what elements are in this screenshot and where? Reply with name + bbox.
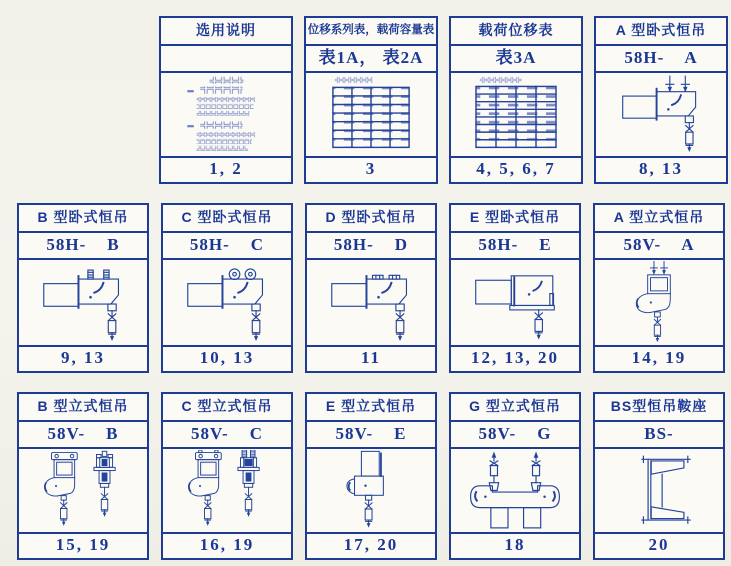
panel-body [306,73,436,156]
panel-code [161,46,291,73]
panel-code: 表3A [451,46,581,73]
panel-code: 58H- E [451,233,579,260]
panel-pages: 18 [451,532,579,558]
panel-code: 58V- G [451,422,579,449]
panel-code: 58V- B [19,422,147,449]
vertical-hanger-b-diagram [40,450,126,531]
vertical-hanger-c-diagram [184,450,270,531]
panel-body [595,260,723,345]
panel-body [596,73,726,156]
panel-saddle-bs [593,392,725,560]
panel-title: C 型卧式恒吊 [163,205,291,233]
horizontal-hanger-d-diagram [321,261,421,344]
notes-text-diagram [170,74,282,155]
panel-code: 58H- A [596,46,726,73]
panel-hanger-58h-b [17,203,149,373]
panel-title: A 型卧式恒吊 [596,18,726,46]
panel-title: BS型恒吊鞍座 [595,394,723,422]
panel-body [307,449,435,532]
panel-code: 58V- A [595,233,723,260]
panel-code: 58H- B [19,233,147,260]
panel-load-displacement-table [449,16,583,184]
horizontal-hanger-a-diagram [611,74,711,155]
horizontal-hanger-b-diagram [33,261,133,344]
panel-hanger-58h-a [594,16,728,184]
vertical-hanger-e-diagram [336,450,406,531]
panel-pages: 11 [307,345,435,371]
panel-hanger-58v-g [449,392,581,560]
mini-table-8row-diagram [466,75,566,155]
trapeze-hanger-g-diagram [460,450,570,531]
panel-hanger-58h-e [449,203,581,373]
panel-selection-notes [159,16,293,184]
horizontal-hanger-c-diagram [177,261,277,344]
vertical-hanger-a-diagram [628,261,690,344]
panel-pages: 20 [595,532,723,558]
panel-title: B 型立式恒吊 [19,394,147,422]
panel-pages: 9, 13 [19,345,147,371]
panel-pages: 14, 19 [595,345,723,371]
panel-title: E 型立式恒吊 [307,394,435,422]
row-2 [17,203,725,373]
panel-body [19,260,147,345]
panel-title: C 型立式恒吊 [163,394,291,422]
panel-title: 位移系列表，载荷容量表 [306,18,436,46]
panel-pages: 1, 2 [161,156,291,182]
panel-title: G 型立式恒吊 [451,394,579,422]
panel-code: BS- [595,422,723,449]
panel-title: A 型立式恒吊 [595,205,723,233]
panel-body [161,73,291,156]
panel-code: 58V- E [307,422,435,449]
panel-hanger-58h-c [161,203,293,373]
panel-pages: 16, 19 [163,532,291,558]
panel-title: D 型卧式恒吊 [307,205,435,233]
panel-body [451,260,579,345]
panel-hanger-58v-b [17,392,149,560]
panel-hanger-58v-a [593,203,725,373]
panel-code: 58V- C [163,422,291,449]
panel-pages: 4, 5, 6, 7 [451,156,581,182]
panel-title: B 型卧式恒吊 [19,205,147,233]
panel-pages: 15, 19 [19,532,147,558]
panel-pages: 8, 13 [596,156,726,182]
panel-body [163,449,291,532]
horizontal-hanger-e-diagram [464,261,566,344]
panel-title: E 型卧式恒吊 [451,205,579,233]
saddle-bracket-diagram [613,450,705,531]
panel-hanger-58v-c [161,392,293,560]
panel-body [451,73,581,156]
panel-title: 载荷位移表 [451,18,581,46]
panel-pages: 12, 13, 20 [451,345,579,371]
panel-body [19,449,147,532]
panel-displacement-series-table [304,16,438,184]
panel-code: 表1A， 表2A [306,46,436,73]
panel-title: 选用说明 [161,18,291,46]
panel-code: 58H- D [307,233,435,260]
panel-hanger-58h-d [305,203,437,373]
panel-code: 58H- C [163,233,291,260]
row-3 [17,392,725,560]
panel-body [307,260,435,345]
panel-pages: 17, 20 [307,532,435,558]
mini-table-7row-diagram [321,75,421,155]
panel-body [595,449,723,532]
panel-body [163,260,291,345]
panel-hanger-58v-e [305,392,437,560]
panel-body [451,449,579,532]
panel-pages: 10, 13 [163,345,291,371]
row-1 [159,16,728,184]
panel-pages: 3 [306,156,436,182]
